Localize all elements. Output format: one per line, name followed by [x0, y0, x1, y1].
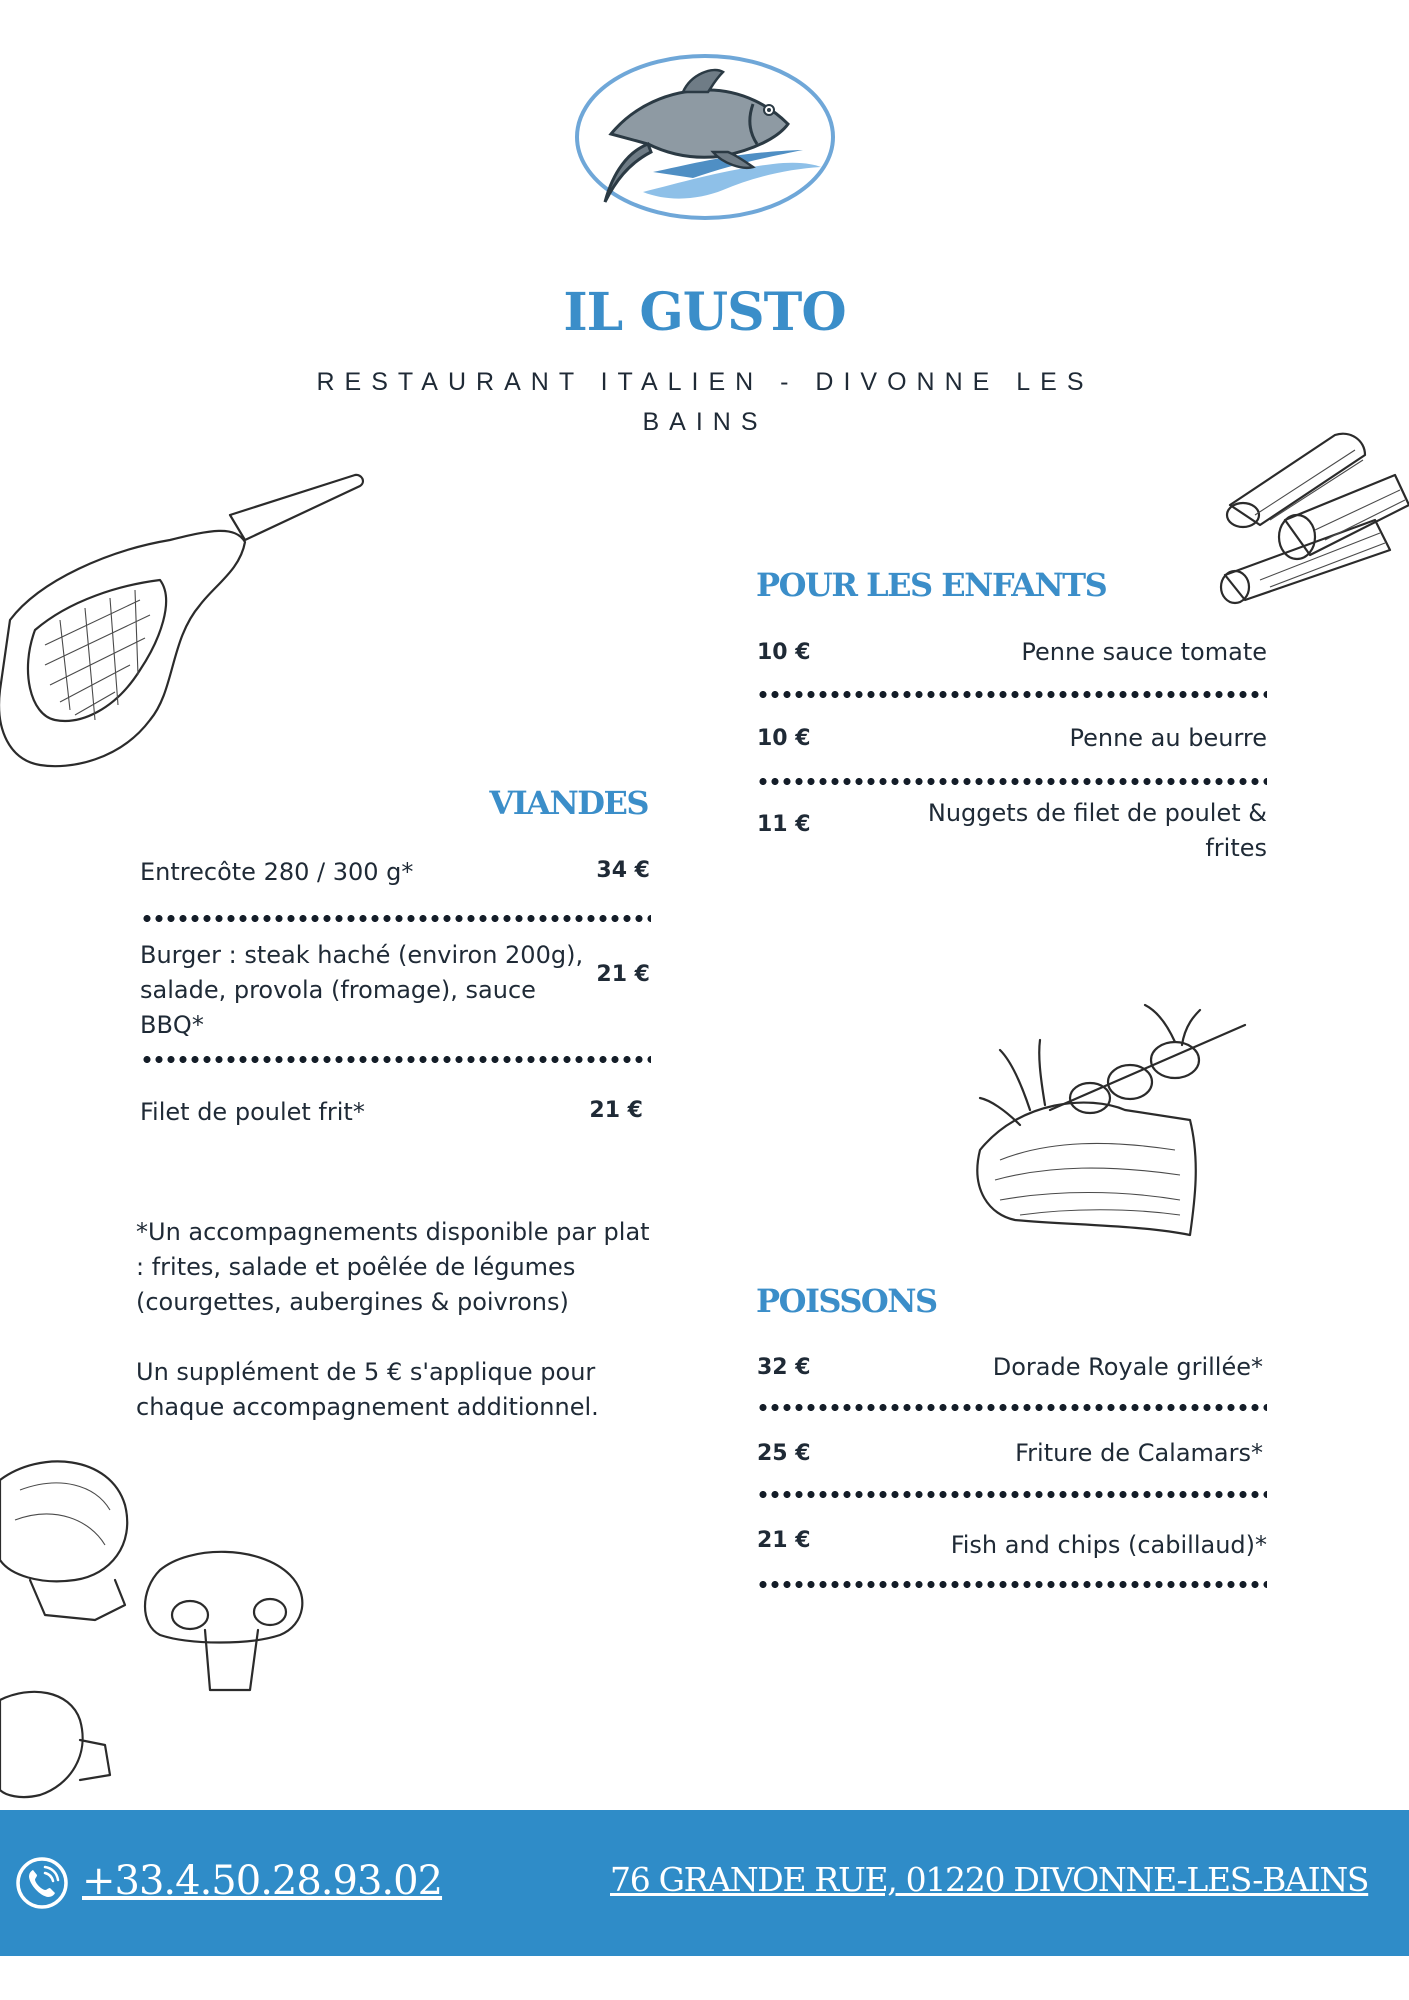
viandes-item-1-name: Entrecôte 280 / 300 g* [140, 858, 414, 886]
side-dish-note [136, 1215, 656, 1460]
viandes-item-2-price: 21 € [596, 962, 650, 987]
enfants-item-1-name: Penne sauce tomate [1021, 638, 1267, 666]
divider [757, 1490, 1267, 1499]
restaurant-subtitle: RESTAURANT ITALIEN - DIVONNE LES BAINS [316, 368, 1094, 436]
poissons-item-3-price: 21 € [757, 1528, 811, 1553]
enfants-section-title: POUR LES ENFANTS [756, 566, 1107, 604]
mushroom-illustration [0, 1450, 330, 1810]
viandes-item-1-price: 34 € [596, 858, 650, 883]
phone-icon [14, 1855, 70, 1911]
viandes-item-3-name: Filet de poulet frit* [140, 1098, 365, 1126]
note-supplement: Un supplément de 5 € s'applique pour chaque accompagnement additionnel. [136, 1358, 599, 1421]
penne-illustration [1215, 415, 1409, 605]
enfants-item-2-name: Penne au beurre [1069, 724, 1267, 752]
divider [757, 690, 1267, 699]
enfants-item-3-price: 11 € [757, 812, 811, 837]
steak-illustration [0, 470, 380, 780]
address-link[interactable]: 76 GRANDE RUE, 01220 DIVONNE-LES-BAINS [610, 1860, 1369, 1899]
divider [757, 1580, 1267, 1589]
poissons-item-1-name: Dorade Royale grillée* [992, 1353, 1263, 1381]
poissons-section-title: POISSONS [756, 1282, 937, 1320]
divider [757, 1403, 1267, 1412]
note-accompaniment: *Un accompagnements disponible par plat : frites, salade et poêlée de légumes (courgettes, aubergines & poivrons) [136, 1218, 650, 1316]
divider [757, 777, 1267, 786]
divider [141, 914, 651, 923]
fish-logo-icon [573, 52, 837, 222]
salmon-skewer-illustration [960, 1000, 1265, 1250]
restaurant-title: IL GUSTO [563, 282, 846, 343]
viandes-item-2-name: Burger : steak haché (environ 200g), salade, provola (fromage), sauce BBQ* [140, 941, 584, 1039]
enfants-item-3-name: Nuggets de filet de poulet & frites [927, 799, 1267, 862]
poissons-item-2-price: 25 € [757, 1441, 811, 1466]
poissons-item-1-price: 32 € [757, 1355, 811, 1380]
viandes-item-3-price: 21 € [589, 1098, 643, 1123]
phone-number-link[interactable]: +33.4.50.28.93.02 [82, 1858, 443, 1904]
enfants-item-2-price: 10 € [757, 726, 811, 751]
poissons-item-3-name: Fish and chips (cabillaud)* [950, 1531, 1267, 1559]
poissons-item-2-name: Friture de Calamars* [1015, 1439, 1263, 1467]
divider [141, 1055, 651, 1064]
viandes-section-title: VIANDES [489, 784, 648, 822]
enfants-item-1-price: 10 € [757, 640, 811, 665]
